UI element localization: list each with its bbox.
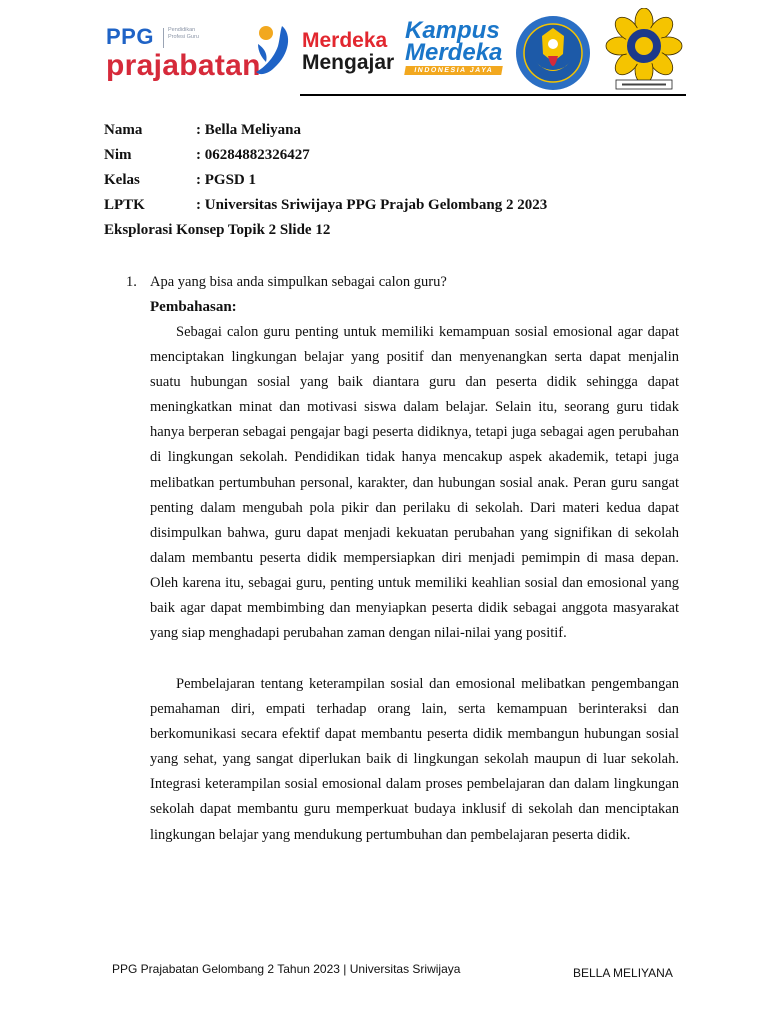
- tut-wuri-handayani-seal-icon: [514, 14, 592, 92]
- kampus-merdeka-logo: [405, 17, 503, 75]
- identity-label: LPTK: [104, 197, 145, 213]
- discussion-paragraph: Sebagai calon guru penting untuk memiliki kemampuan sosial emosional agar dapat menciptakan lingkungan belajar yang positif dan menyenangkan serta dapat menjalin suatu hubungan sosial yang baik diantara guru dan peserta didik sehingga dapat meningkatkan minat dan motivasi siswa dalam belajar. Selain itu, seorang guru tidak hanya berperan sebagai pengajar bagi peserta didiknya, tetapi juga sebagai agen perubahan di lingkungan sekolah. Pendidikan tidak hanya mencakup aspek akademik, tetapi juga melibatkan pertumbuhan personal, karakter, dan hubungan sosial anak. Peran guru sangat penting dalam mengubah pola pikir dan perilaku di sekolah. Dari materi kedua dapat disimpulkan bahwa, guru dapat menjadi kekuatan perubahan yang signifikan di sekolah dalam membantu peserta didik mempersiapkan diri menjadi pemimpin di masa depan. Oleh karena itu, sebagai guru, penting untuk memiliki keahlian sosial dan emosional yang baik agar dapat membimbing dan menyiapkan peserta didik sebagai anggota masyarakat yang siap menghadapi perubahan zaman dengan nilai-nilai yang positif.: [150, 324, 679, 642]
- identity-label: Kelas: [104, 172, 140, 188]
- merdeka-word: Merdeka: [302, 29, 388, 52]
- identity-label: Nim: [104, 147, 132, 163]
- identity-value: : Bella Meliyana: [196, 122, 301, 138]
- identity-block: [104, 120, 547, 245]
- ppg-divider: [163, 28, 164, 48]
- mengajar-word: Mengajar: [302, 51, 395, 74]
- discussion-paragraph: Pembelajaran tentang keterampilan sosial dan emosional melibatkan pengembangan pemahaman diri, empati terhadap orang lain, serta kemampuan berinteraksi dan berkomunikasi secara efektif dapat membantu peserta didik membangun hubungan sosial yang sehat, yang sangat diperlukan baik di lingkungan sekolah maupun di luar sekolah. Integrasi keterampilan sosial emosional dalam proses pembelajaran dan dalam lingkungan sekolah dapat membantu guru memperkuat budaya inklusif di sekolah dan menciptakan lingkungan belajar yang mendukung pertumbuhan dan pembelajaran peserta didik.: [150, 676, 679, 843]
- prajabatan-wordmark: prajabatan: [106, 49, 261, 82]
- question-number: 1.: [126, 274, 137, 290]
- ppg-figure-icon: [252, 24, 296, 80]
- question-item: [126, 272, 447, 292]
- discussion-heading: Pembahasan:: [150, 299, 237, 315]
- merdeka-mengajar-logo: [302, 30, 394, 74]
- ppg-wordmark: PPG: [106, 24, 154, 49]
- identity-row-lptk: [104, 195, 547, 220]
- identity-value: : PGSD 1: [196, 172, 256, 188]
- topic-title: Eksplorasi Konsep Topik 2 Slide 12: [104, 222, 331, 238]
- kampus-tagline: INDONESIA JAYA: [404, 66, 503, 75]
- identity-row-nim: [104, 145, 547, 170]
- identity-value: : 06284882326427: [196, 147, 310, 163]
- footer-left-text: PPG Prajabatan Gelombang 2 Tahun 2023 | Universitas Sriwijaya: [112, 962, 461, 976]
- identity-row-kelas: [104, 170, 547, 195]
- header-logos: [0, 0, 768, 100]
- kampus-merdeka-word: Merdeka: [405, 39, 503, 66]
- identity-row-nama: [104, 120, 547, 145]
- footer-author: BELLA MELIYANA: [573, 966, 673, 980]
- ppg-subtitle: Pendidikan Profesi Guru: [168, 27, 199, 40]
- identity-value: : Universitas Sriwijaya PPG Prajab Gelombang 2 2023: [196, 197, 548, 213]
- identity-label: Nama: [104, 122, 143, 138]
- universitas-sriwijaya-seal-icon: [602, 8, 686, 92]
- kampus-word: Kampus: [405, 17, 500, 44]
- header-divider-line: [300, 94, 686, 96]
- question-text: Apa yang bisa anda simpulkan sebagai calon guru?: [150, 274, 447, 290]
